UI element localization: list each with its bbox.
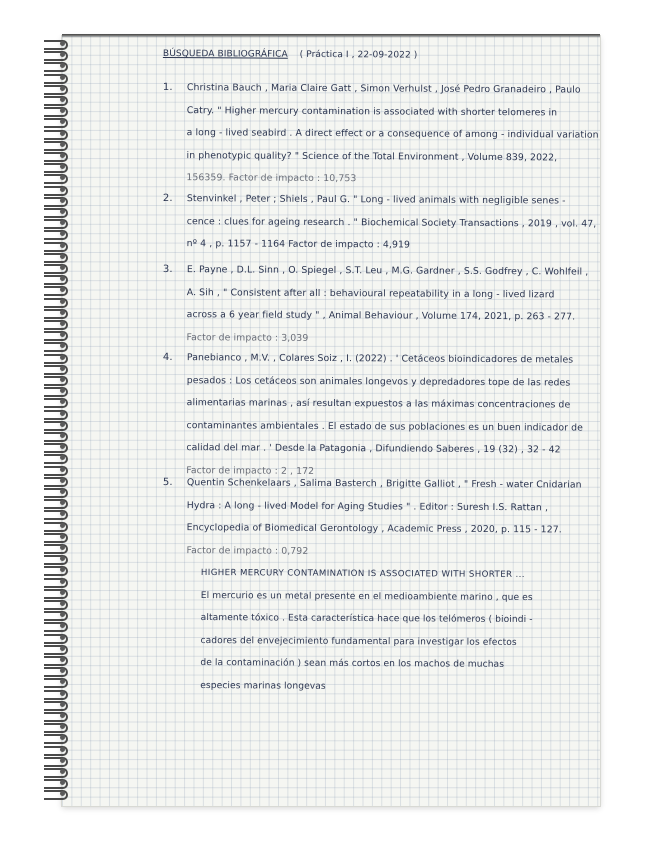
binding-hole [60, 601, 65, 606]
binding-hole [60, 75, 65, 80]
reference-line: Stenvinkel , Peter ; Shiels , Paul G. " Long - lived animals with negligible senes - [186, 193, 566, 207]
heading-subtitle: ( Práctica I , 22-09-2022 ) [299, 49, 418, 61]
reference-line: Hydra : A long - lived Model for Aging Studies " . Editor : Suresh I.S. Rattan , [186, 499, 549, 513]
reference-number: 2. [162, 192, 173, 205]
binding-hole [60, 310, 65, 315]
article-summary [200, 562, 599, 699]
binding-hole [60, 758, 65, 763]
reference-line: Factor de impacto : 0,792 [186, 544, 309, 557]
binding-hole [60, 489, 65, 494]
reference-line: Panebianco , M.V. , Colares Soiz , I. (2022) . ' Cetáceos bioindicadores de metales [186, 352, 574, 366]
binding-hole [60, 97, 65, 102]
reference-line: contaminantes ambientales . El estado de sus poblaciones es un buen indicador de [186, 419, 583, 434]
spiral-binding [44, 40, 70, 810]
reference-line: nº 4 , p. 1157 - 1164 Factor de impacto : 4,919 [186, 238, 411, 251]
binding-hole [60, 657, 65, 662]
binding-hole [60, 377, 65, 382]
binding-hole [60, 355, 65, 360]
binding-hole [60, 41, 65, 46]
reference-number: 4. [162, 351, 173, 364]
reference-line: E. Payne , D.L. Sinn , O. Spiegel , S.T. Leu , M.G. Gardner , S.S. Godfrey , C. Wohlfeil , [186, 264, 589, 278]
binding-hole [60, 747, 65, 752]
binding-hole [60, 243, 65, 248]
reference-line: across a 6 year field study " , Animal Behaviour , Volume 174, 2021, p. 263 - 277. [186, 309, 576, 323]
binding-hole [60, 254, 65, 259]
summary-line: especies marinas longevas [200, 680, 326, 692]
reference-line: Factor de impacto : 3,039 [186, 331, 309, 344]
binding-hole [60, 86, 65, 91]
binding-hole [60, 590, 65, 595]
reference-line: alimentarias marinas , así resultan expuestos a las máximas concentraciones de [186, 397, 571, 411]
binding-hole [60, 702, 65, 707]
binding-hole [60, 142, 65, 147]
binding-hole [60, 321, 65, 326]
binding-hole [60, 433, 65, 438]
heading-title: BÚSQUEDA BIBLIOGRÁFICA [162, 48, 288, 60]
reference-line: A. Sih , " Consistent after all : behavioural repeatability in a long - lived lizard [186, 286, 555, 300]
reference-line: cence : clues for ageing research . " Biochemical Society Transactions , 2019 , vol. 47, [186, 215, 597, 230]
binding-hole [60, 411, 65, 416]
reference-line: a long - lived seabird . A direct effect or a consequence of among - individual variation [186, 127, 599, 141]
binding-hole [60, 579, 65, 584]
reference-line: Catry. " Higher mercury contamination is associated with shorter telomeres in [186, 104, 558, 118]
binding-hole [60, 523, 65, 528]
summary-line: de la contaminación ) sean más cortos en los machos de muchas [200, 657, 505, 670]
summary-line: El mercurio es un metal presente en el medioambiente marino , que es [200, 590, 533, 603]
binding-hole [60, 265, 65, 270]
binding-hole [60, 713, 65, 718]
binding-hole [60, 366, 65, 371]
reference-line: 156359. Factor de impacto : 10,753 [186, 172, 357, 185]
page-top-shadow [62, 34, 600, 38]
binding-hole [60, 534, 65, 539]
reference-line: Christina Bauch , Maria Claire Gatt , Simon Verhulst , José Pedro Granadeiro , Paulo [186, 82, 581, 96]
binding-hole [60, 545, 65, 550]
reference-line: Encyclopedia of Biomedical Gerontology , Academic Press , 2020, p. 115 - 127. [186, 522, 562, 536]
reference-line: calidad del mar . ' Desde la Patagonia , Difundiendo Saberes , 19 (32) , 32 - 42 [186, 442, 561, 456]
binding-hole [60, 209, 65, 214]
reference-number: 1. [162, 81, 173, 94]
reference-number: 3. [162, 263, 173, 276]
page-heading [163, 43, 463, 67]
binding-hole [60, 187, 65, 192]
reference-line: Quentin Schenkelaars , Salima Basterch , Brigitte Galliot , " Fresh - water Cnidarian [186, 477, 582, 491]
binding-hole [60, 131, 65, 136]
reference-number: 5. [162, 476, 173, 489]
binding-hole [60, 478, 65, 483]
binding-hole [60, 769, 65, 774]
binding-hole [60, 467, 65, 472]
reference-line: Factor de impacto : 2 , 172 [186, 464, 315, 477]
binding-hole [60, 198, 65, 203]
reference-line: pesados : Los cetáceos son animales longevos y depredadores tope de las redes [186, 374, 571, 388]
binding-hole [60, 635, 65, 640]
binding-hole [60, 153, 65, 158]
binding-hole [60, 422, 65, 427]
reference-line: in phenotypic quality? " Science of the Total Environment , Volume 839, 2022, [186, 149, 558, 163]
summary-heading: HIGHER MERCURY CONTAMINATION IS ASSOCIATED WITH SHORTER ... [200, 567, 525, 580]
summary-line: altamente tóxico . Esta característica hace que los telómeros ( bioindi - [200, 612, 533, 626]
binding-hole [60, 691, 65, 696]
binding-hole [60, 646, 65, 651]
summary-line: cadores del envejecimiento fundamental para investigar los efectos [200, 635, 517, 648]
binding-hole [60, 299, 65, 304]
